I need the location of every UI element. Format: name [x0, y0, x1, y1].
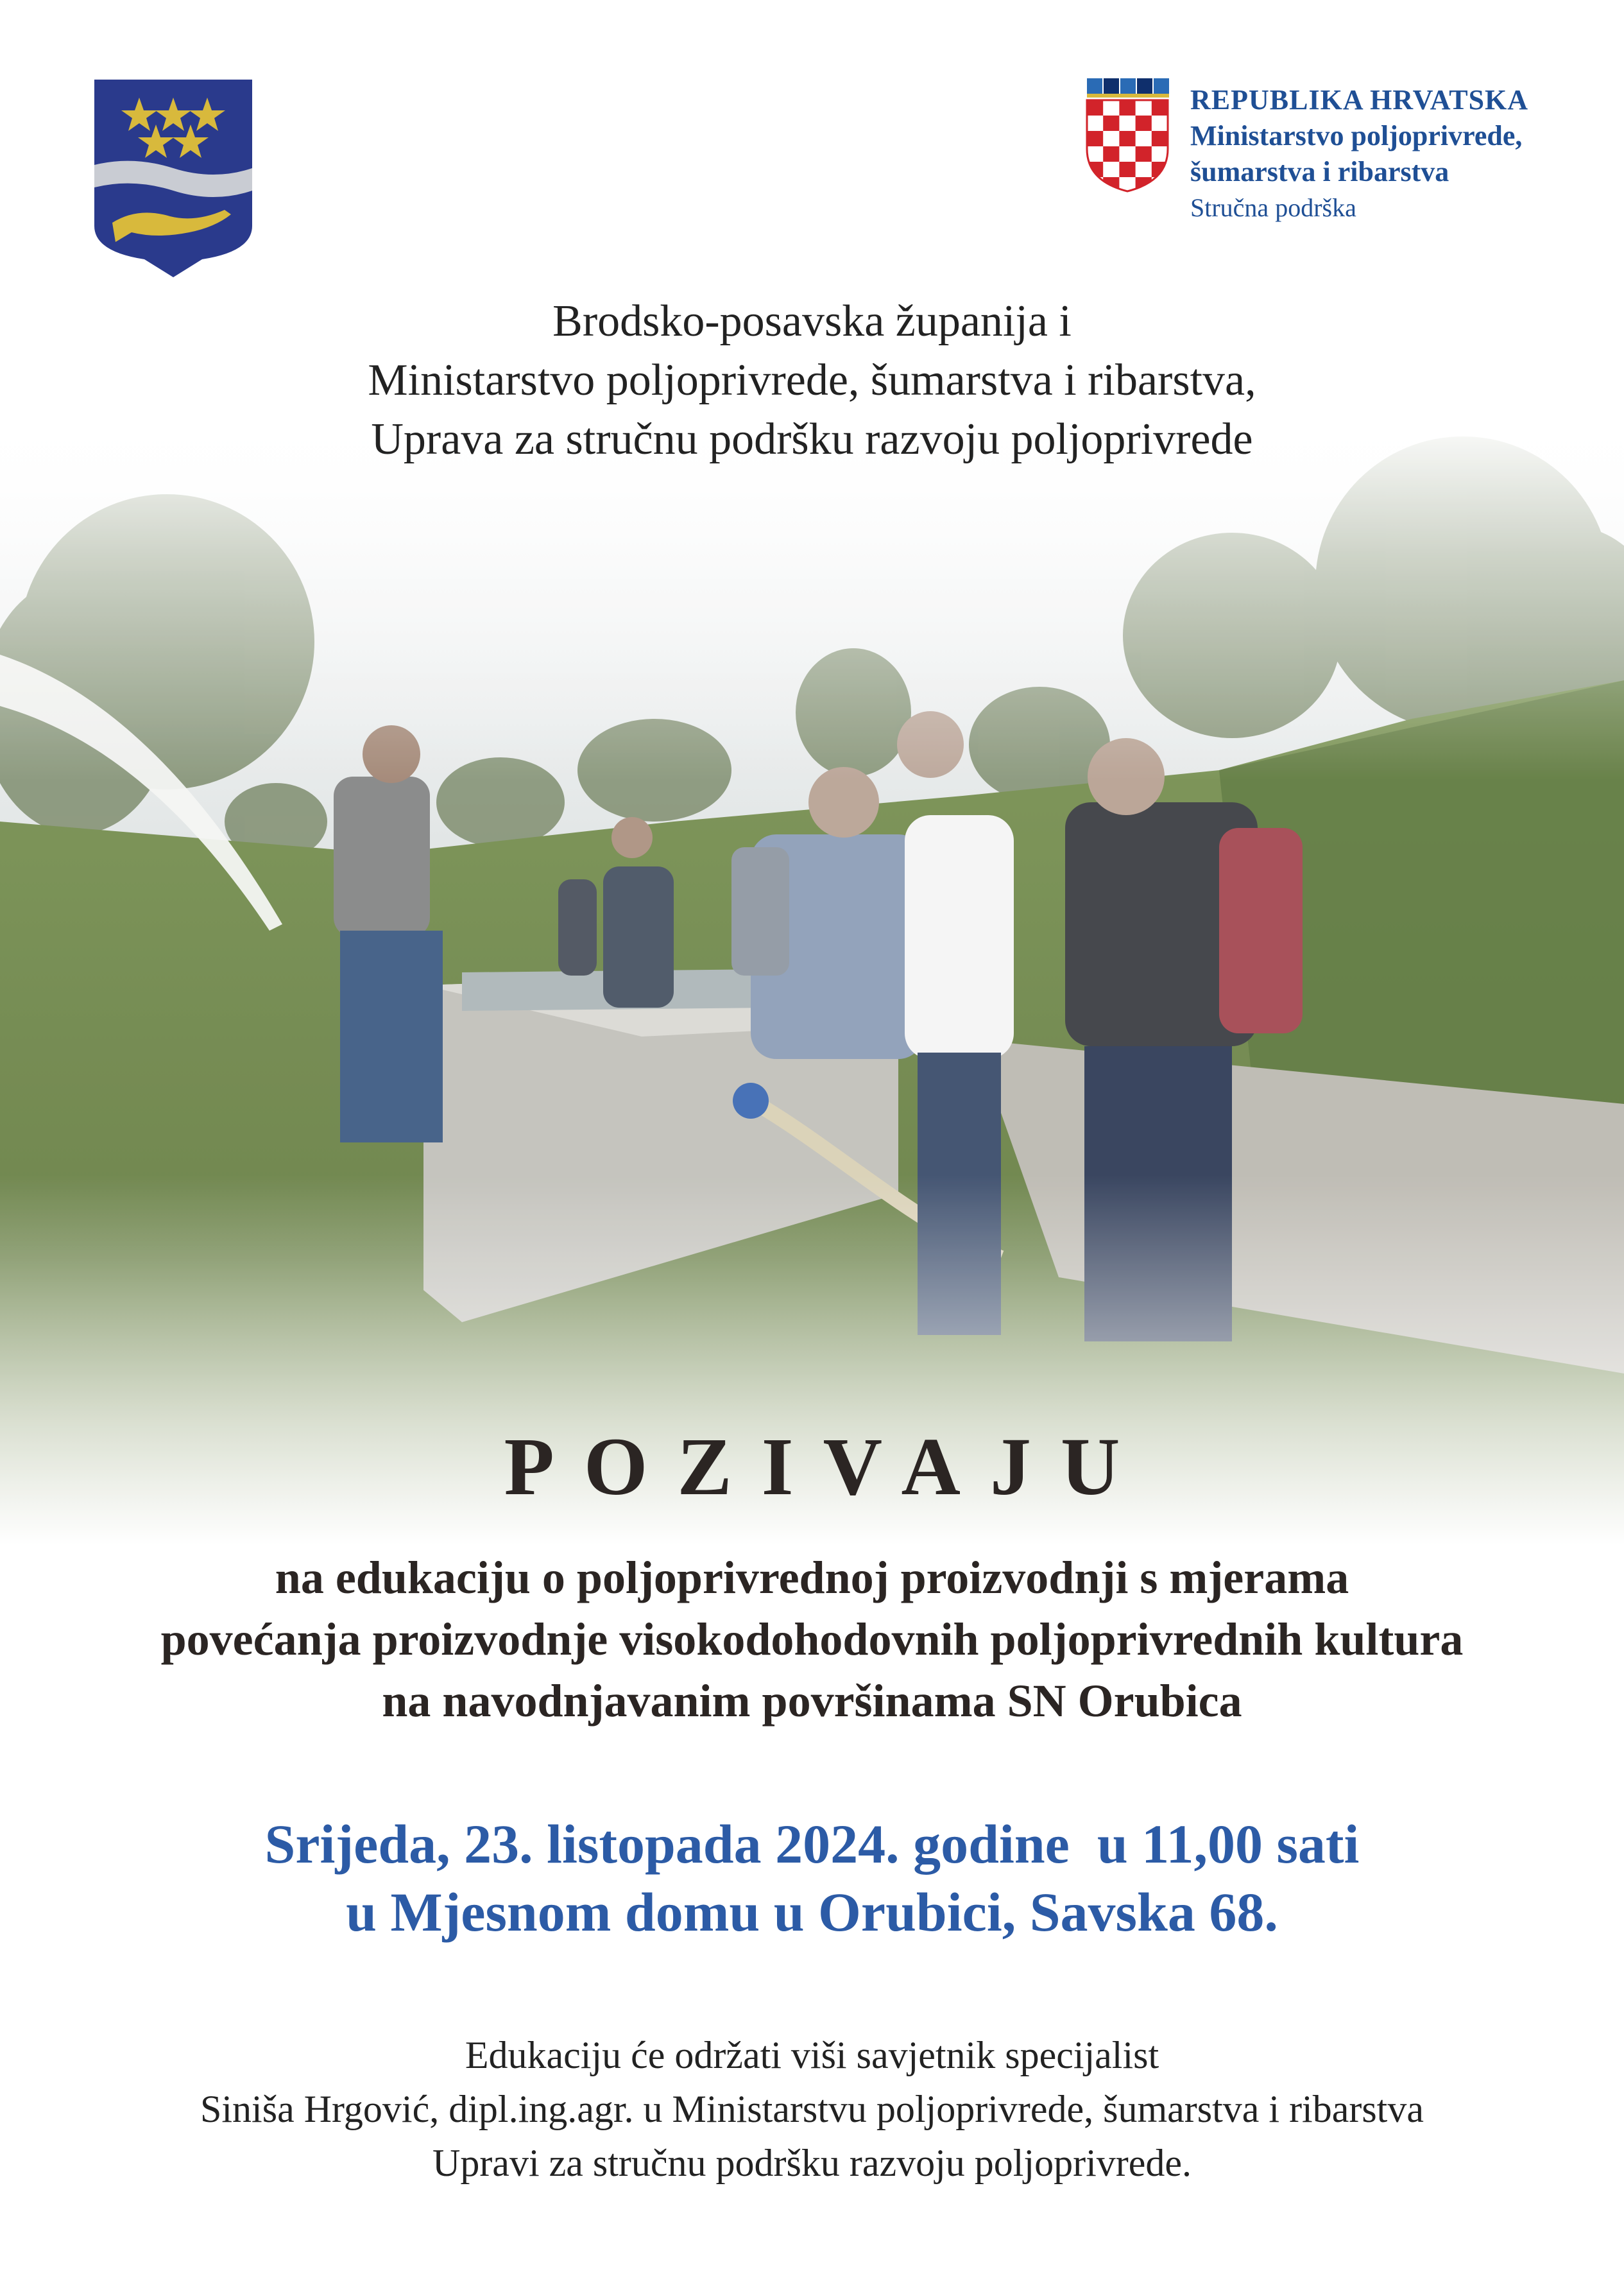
topic-line: na navodnjavanim površinama SN Orubica — [382, 1675, 1242, 1727]
organizers-block — [0, 292, 1624, 469]
topic-line: povećanja proizvodnje visokodohodovnih poljoprivrednih kultura — [160, 1614, 1464, 1665]
county-coat-of-arms-icon — [93, 78, 253, 279]
headline: POZIVAJU — [504, 1421, 1150, 1512]
organizer-line: Ministarstvo poljoprivrede, šumarstva i ribarstva, — [368, 356, 1256, 405]
ministry-country: REPUBLIKA HRVATSKA — [1190, 84, 1529, 116]
topic-block — [0, 1547, 1624, 1732]
lecturer-line: Siniša Hrgović, dipl.ing.agr. u Ministarstvu poljoprivrede, šumarstva i ribarstva — [200, 2088, 1424, 2130]
ministry-title-line-2: šumarstva i ribarstva — [1190, 156, 1449, 187]
lecturer-line: Upravi za stručnu podršku razvoju poljoprivrede. — [432, 2142, 1192, 2184]
lecturer-line: Edukaciju će održati viši savjetnik specijalist — [465, 2034, 1159, 2076]
organizer-line: Uprava za stručnu podršku razvoju poljoprivrede — [371, 415, 1253, 464]
croatian-checkerboard-shield-icon — [1084, 78, 1170, 193]
event-location: u Mjesnom domu u Orubici, Savska 68. — [346, 1881, 1278, 1943]
event-date-time: Srijeda, 23. listopada 2024. godine u 11,00 sati — [264, 1813, 1360, 1875]
ministry-logo — [1084, 78, 1585, 239]
event-details — [0, 1810, 1624, 1946]
lecturer-block — [0, 2028, 1624, 2190]
organizer-line: Brodsko-posavska županija i — [552, 297, 1072, 346]
ministry-name — [1190, 82, 1528, 226]
ministry-title-line-1: Ministarstvo poljoprivrede, — [1190, 120, 1523, 151]
topic-line: na edukaciju o poljoprivrednoj proizvodnji s mjerama — [275, 1552, 1349, 1603]
ministry-department: Stručna podrška — [1190, 193, 1356, 222]
